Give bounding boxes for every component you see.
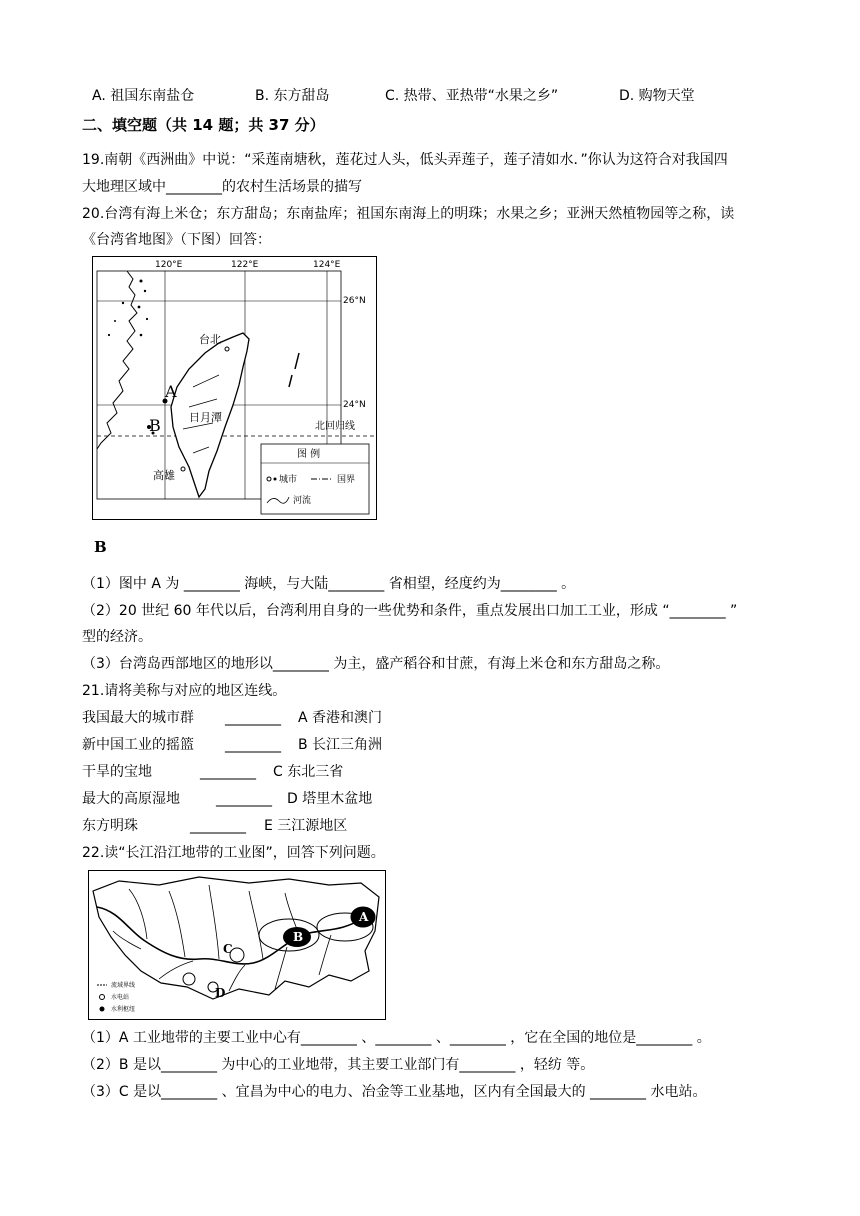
q21-row-blank: ________ [216,791,272,807]
option-d: D. 购物天堂 [619,88,695,104]
q21-row-right: C 东北三省 [273,764,344,780]
point-b-label: B [149,416,161,435]
q21-row-left: 东方明珠 [82,818,138,834]
city-kaohsiung: 高雄 [153,469,175,482]
q22-title: 22.读“长江沿江地带的工业图”，回答下列问题。 [82,845,385,861]
legend-river: 河流 [293,496,312,506]
lon-label-120: 120°E [155,260,183,270]
region-c-label: C [223,942,233,956]
q21-row-blank: ________ [225,710,281,726]
taiwan-map [92,256,377,520]
q22-sub3: （3）C 是以________ 、宜昌为中心的电力、冶金等工业基地，区内有全国最大的 ________ 水电站。 [82,1084,707,1100]
figure-caption: B [94,538,107,556]
option-a: A. 祖国东南盐仓 [92,88,195,104]
legend-hydro: 水电站 [111,994,130,1001]
q20-sub2a: （2）20 世纪 60 年代以后，台湾利用自身的一些优势和条件，重点发展出口加工工业，形成 “________ ” [82,603,738,619]
tropic-label: 北回归线 [315,421,355,432]
q22-sub2: （2）B 是以________ 为中心的工业地带，其主要工业部门有________ ，轻纺 等。 [82,1057,595,1073]
option-c: C. 热带、亚热带“水果之乡” [385,88,559,104]
q21-row-blank: ________ [225,737,281,753]
point-a-label: A [165,382,177,401]
q21-row-left: 最大的高原湿地 [82,791,180,807]
city-taipei: 台北 [199,333,221,346]
q21-row-left: 干旱的宝地 [82,764,152,780]
lat-label-24: 24°N [343,400,366,410]
yangtze-map [88,870,386,1020]
lon-label-124: 124°E [313,260,341,270]
region-b-label: B [293,930,304,944]
q19-line2: 大地理区域中________的农村生活场景的描写 [82,179,362,195]
q20-line1: 20.台湾有海上米仓；东方甜岛；东南盐库；祖国东南海上的明珠；水果之乡；亚洲天然植物园等之称，读 [82,206,735,222]
q21-title: 21.请将美称与对应的地区连线。 [82,683,287,699]
q21-row-right: B 长江三角洲 [298,737,383,753]
yangtze-map-svg [89,871,385,1019]
taiwan-map-svg [93,257,376,519]
q20-sub3: （3）台湾岛西部地区的地形以________ 为主，盛产稻谷和甘蔗，有海上米仓和东方甜岛之称。 [82,656,670,672]
q21-row-right: D 塔里木盆地 [287,791,373,807]
region-a-label: A [359,910,369,924]
legend-city: 城市 [279,475,298,485]
q20-sub1: （1）图中 A 为 ________ 海峡，与大陆________ 省相望，经度约为________ 。 [82,576,576,592]
lat-label-26: 26°N [343,296,366,306]
q21-row-right: A 香港和澳门 [298,710,383,726]
q21-row-left: 我国最大的城市群 [82,710,194,726]
option-b: B. 东方甜岛 [255,88,330,104]
legend-basin: 流域界线 [111,982,136,989]
lon-label-122: 122°E [231,260,259,270]
q20-sub2b: 型的经济。 [82,629,152,645]
legend-hub: 水利枢纽 [111,1006,136,1013]
q21-row-blank: ________ [200,764,256,780]
section-title: 二、填空题（共 14 题；共 37 分） [82,116,325,134]
q19-line1: 19.南朝《西洲曲》中说：“采莲南塘秋，莲花过人头，低头弄莲子，莲子清如水．”你认为这符合对我国四 [82,152,728,168]
region-d-label: D [215,986,226,1000]
q21-row-right: E 三江源地区 [264,818,348,834]
sun-moon-lake: 日月潭 [189,411,222,424]
q21-row-left: 新中国工业的摇篮 [82,737,194,753]
legend-border: 国界 [337,475,356,485]
q20-line2: 《台湾省地图》（下图）回答： [82,232,271,248]
legend-title: 图 例 [297,449,321,460]
q21-row-blank: ________ [190,818,246,834]
q22-sub1: （1）A 工业地带的主要工业中心有________ 、________ 、________ ，它在全国的地位是________ 。 [82,1030,711,1046]
